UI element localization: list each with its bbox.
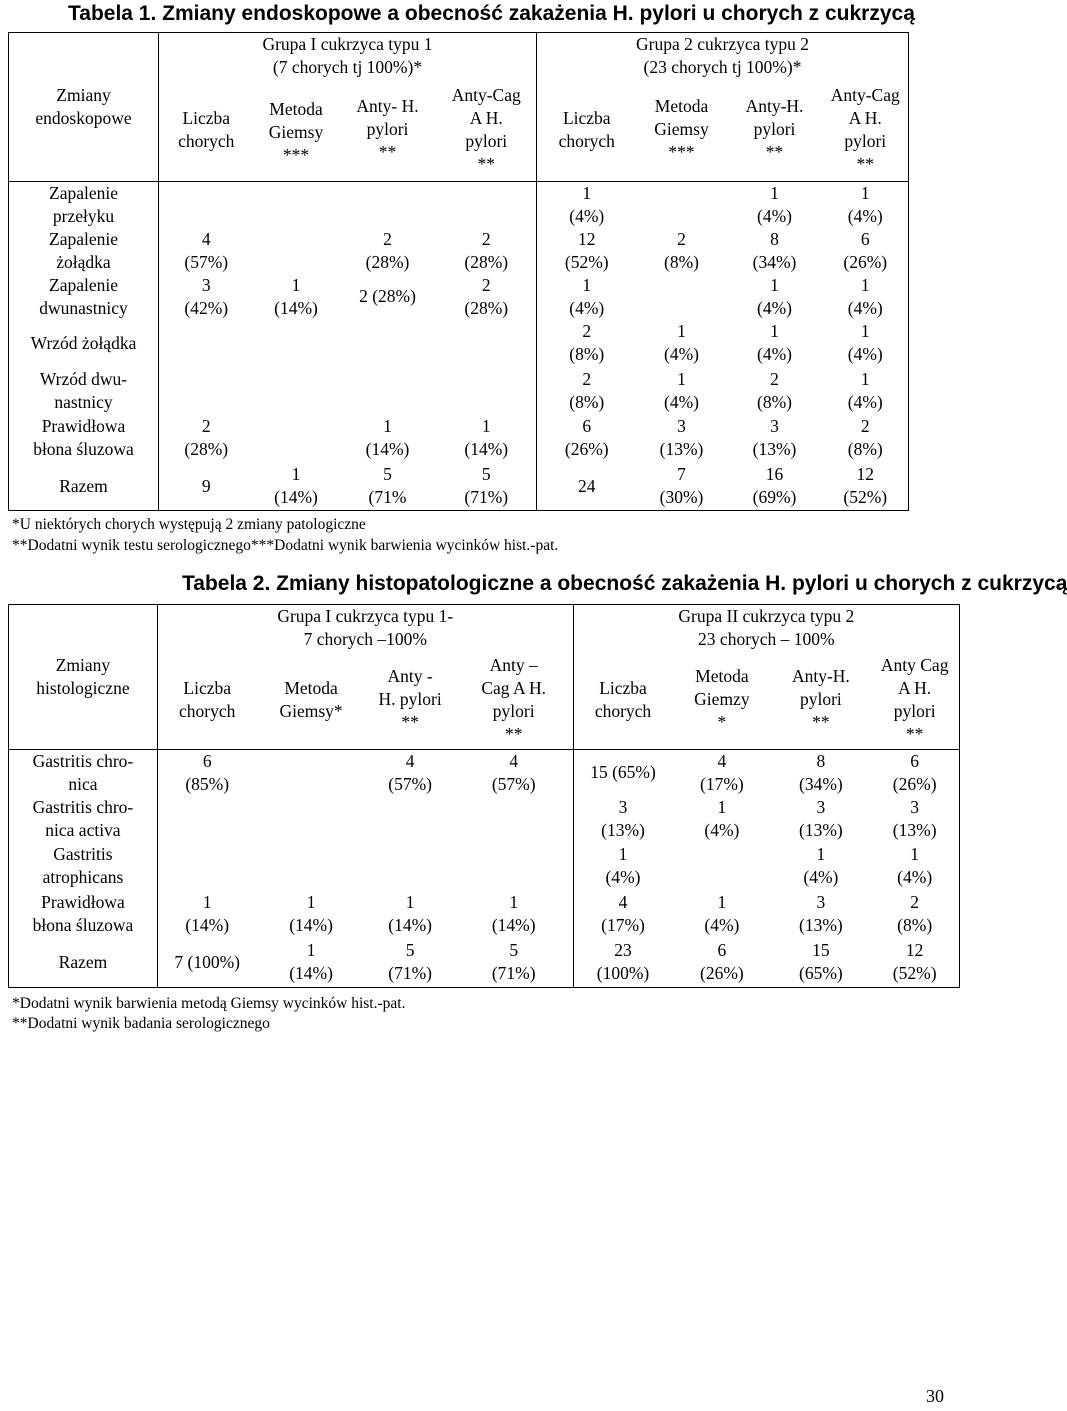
row-label: Zapalenie dwunastnicy <box>9 274 159 320</box>
header-g1-antyhp: Anty- H. pylori ** <box>339 79 437 181</box>
cell-g1-antyhp: 1 (14%) <box>388 892 433 935</box>
cell-g2-giemsa <box>637 181 727 228</box>
header-g2-liczba: Liczba chorych <box>573 651 672 749</box>
table-row <box>9 274 909 320</box>
cell-g2-antyhp: 3 (13%) <box>799 892 843 935</box>
table1-footnote-2: **Dodatni wynik testu serologicznego***Dodatni wynik barwienia wycinków hist.-pat. <box>12 537 559 554</box>
cell-g2-antyhp: 1 (4%) <box>757 182 792 226</box>
row-label: Prawidłowa błona śluzowa <box>9 415 159 463</box>
cell-g2-antyhp: 1 (4%) <box>757 274 792 318</box>
row-label: Gastritis chro- nica <box>9 749 158 796</box>
cell-g2-cag: 1 (4%) <box>823 274 909 320</box>
cell-g2-giemsa: 6 (26%) <box>672 939 771 987</box>
cell-g2-liczba: 4 (17%) <box>573 891 672 939</box>
header-g1-antyhp: Anty - H. pylori ** <box>366 651 455 749</box>
cell-g2-liczba: 1 (4%) <box>537 274 637 320</box>
cell-g2-antyhp: 3 (13%) <box>799 797 843 840</box>
cell-g1-antyhp <box>339 368 437 415</box>
cell-g2-antyhp: 3 (13%) <box>752 415 797 459</box>
cell-g1-liczba: 2 (28%) <box>159 415 254 463</box>
cell-g1-liczba: 3 (42%) <box>159 274 254 320</box>
cell-g1-giemsa <box>257 796 366 843</box>
row-label: Zapalenie żołądka <box>9 228 159 274</box>
header-g1-cag: Anty-Cag A H. pylori ** <box>437 79 537 181</box>
cell-g1-liczba: 6 (85%) <box>157 749 256 796</box>
cell-g1-cag: 2 (28%) <box>437 274 537 320</box>
cell-g1-liczba: 9 <box>159 463 254 511</box>
cell-g2-liczba: 24 <box>537 463 637 511</box>
table2-footnote-2: **Dodatni wynik badania serologicznego <box>12 1015 270 1032</box>
cell-g1-cag: 1 (14%) <box>437 415 537 463</box>
cell-g1-giemsa <box>257 843 366 891</box>
cell-g2-liczba: 2 (8%) <box>537 368 637 415</box>
cell-g2-antyhp: 1 (4%) <box>803 844 839 887</box>
cell-g2-liczba: 23 (100%) <box>573 939 672 987</box>
cell-g2-cag: 1 (4%) <box>823 181 909 228</box>
cell-g1-giemsa: 1 (14%) <box>274 274 318 318</box>
cell-g1-cag: 2 (28%) <box>437 228 537 274</box>
cell-g1-liczba <box>159 181 254 228</box>
cell-g2-giemsa: 1 (4%) <box>664 320 699 364</box>
cell-g2-cag: 1 (4%) <box>823 320 909 368</box>
cell-g2-cag: 3 (13%) <box>870 796 959 843</box>
cell-g2-cag: 2 (8%) <box>823 415 909 463</box>
cell-g2-giemsa: 3 (13%) <box>659 415 704 459</box>
header-g1-cag: Anty – Cag A H. pylori ** <box>455 651 574 749</box>
cell-g1-antyhp: 1 (14%) <box>365 415 410 459</box>
table-row <box>9 181 909 228</box>
row-label: Razem <box>9 463 159 511</box>
cell-g2-liczba: 3 (13%) <box>573 796 672 843</box>
header-g2-giemsa: Metoda Giemsy *** <box>637 79 727 181</box>
cell-g1-cag: 5 (71%) <box>455 939 574 987</box>
cell-g1-liczba: 7 (100%) <box>157 939 256 987</box>
header-g2-antyhp: Anty-H. pylori ** <box>727 79 823 181</box>
cell-g1-cag <box>455 796 574 843</box>
cell-g2-antyhp: 8 (34%) <box>752 228 797 272</box>
row-label: Wrzód żołądka <box>9 320 159 368</box>
table2-footnote-1: *Dodatni wynik barwienia metodą Giemsy wycinków hist.-pat. <box>12 995 406 1012</box>
header-g2-antyhp: Anty-H. pylori ** <box>771 651 870 749</box>
cell-g2-cag: 12 (52%) <box>823 463 909 511</box>
cell-g1-antyhp: 2 (28%) <box>359 286 416 306</box>
header-group1: Grupa I cukrzyca typu 1 (7 chorych tj 100%)* <box>159 33 537 80</box>
row-label: Gastritis atrophicans <box>9 843 158 891</box>
table1-title: Tabela 1. Zmiany endoskopowe a obecność zakażenia H. pylori u chorych z cukrzycą <box>68 2 915 25</box>
cell-g1-antyhp <box>339 181 437 228</box>
cell-g2-liczba: 1 (4%) <box>537 181 637 228</box>
table1-footnote-1: *U niektórych chorych występują 2 zmiany patologiczne <box>12 516 366 533</box>
table1-endoscopic <box>8 32 909 511</box>
cell-g1-cag <box>437 368 537 415</box>
cell-g1-liczba <box>159 320 254 368</box>
table-row <box>9 320 909 368</box>
cell-g1-giemsa <box>254 320 339 368</box>
cell-g1-antyhp: 5 (71%) <box>366 939 455 987</box>
cell-g1-cag: 1 (14%) <box>455 891 574 939</box>
row-label: Razem <box>9 939 158 987</box>
cell-g1-antyhp <box>366 843 455 891</box>
cell-g1-cag: 5 (71%) <box>437 463 537 511</box>
cell-g2-giemsa: 1 (4%) <box>704 892 740 935</box>
row-label: Prawidłowa błona śluzowa <box>9 891 158 939</box>
cell-g1-giemsa <box>254 181 339 228</box>
cell-g1-liczba <box>157 796 256 843</box>
cell-g1-liczba <box>157 843 256 891</box>
cell-g2-liczba: 15 (65%) <box>573 749 672 796</box>
header-g2-giemsa: Metoda Giemzy * <box>672 651 771 749</box>
cell-g2-giemsa: 1 (4%) <box>664 368 699 412</box>
table2-title: Tabela 2. Zmiany histopatologiczne a obecność zakażenia H. pylori u chorych z cukrzycą <box>182 572 1067 595</box>
table2-histopathologic <box>8 604 960 988</box>
row-label: Zapalenie przełyku <box>9 181 159 228</box>
cell-g2-giemsa: 4 (17%) <box>700 750 744 794</box>
header-zmiany: Zmiany endoskopowe <box>9 33 159 182</box>
cell-g1-cag <box>455 843 574 891</box>
header-g1-liczba: Liczba chorych <box>159 79 254 181</box>
table-row <box>9 368 909 415</box>
row-label: Wrzód dwu- nastnicy <box>9 368 159 415</box>
cell-g2-cag: 2 (8%) <box>870 891 959 939</box>
cell-g2-cag: 6 (26%) <box>823 228 909 274</box>
cell-g1-giemsa <box>254 415 339 463</box>
cell-g1-antyhp: 4 (57%) <box>388 750 433 794</box>
cell-g2-liczba: 12 (52%) <box>537 228 637 274</box>
page-number: 30 <box>926 1386 944 1406</box>
cell-g1-liczba: 1 (14%) <box>157 891 256 939</box>
cell-g2-antyhp: 2 (8%) <box>757 368 792 412</box>
cell-g1-antyhp: 2 (28%) <box>365 228 410 272</box>
cell-g2-giemsa: 1 (4%) <box>704 797 740 840</box>
header-group2: Grupa II cukrzyca typu 2 23 chorych – 100% <box>573 605 959 652</box>
header-group1: Grupa I cukrzyca typu 1- 7 chorych –100% <box>157 605 573 652</box>
table-row <box>9 228 909 274</box>
table-row <box>9 415 909 463</box>
table-row <box>9 463 909 511</box>
header-g2-cag: Anty Cag A H. pylori ** <box>870 651 959 749</box>
cell-g2-giemsa: 2 (8%) <box>664 228 699 272</box>
header-group2: Grupa 2 cukrzyca typu 2 (23 chorych tj 100%)* <box>537 33 909 80</box>
cell-g1-giemsa <box>254 368 339 415</box>
table-row <box>9 939 960 987</box>
cell-g1-liczba <box>159 368 254 415</box>
header-g1-giemsa: Metoda Giemsy *** <box>254 79 339 181</box>
cell-g1-giemsa <box>254 228 339 274</box>
cell-g1-liczba: 4 (57%) <box>159 228 254 274</box>
table-row <box>9 796 960 843</box>
table-row <box>9 843 960 891</box>
cell-g1-giemsa <box>257 749 366 796</box>
cell-g2-antyhp: 16 (69%) <box>727 463 823 511</box>
header-g1-giemsa: Metoda Giemsy* <box>257 651 366 749</box>
header-g2-cag: Anty-Cag A H. pylori ** <box>823 79 909 181</box>
cell-g1-giemsa: 1 (14%) <box>289 892 333 935</box>
cell-g1-antyhp: 5 (71% <box>339 463 437 511</box>
cell-g2-antyhp: 15 (65%) <box>771 939 870 987</box>
cell-g2-liczba: 1 (4%) <box>573 843 672 891</box>
cell-g2-liczba: 2 (8%) <box>537 320 637 368</box>
cell-g2-antyhp: 1 (4%) <box>757 320 792 364</box>
cell-g1-cag: 4 (57%) <box>455 749 574 796</box>
cell-g1-cag <box>437 181 537 228</box>
cell-g2-giemsa <box>672 843 771 891</box>
cell-g1-antyhp <box>339 320 437 368</box>
cell-g2-cag: 12 (52%) <box>870 939 959 987</box>
header-zmiany: Zmiany histologiczne <box>9 605 158 750</box>
cell-g2-cag: 1 (4%) <box>870 843 959 891</box>
header-g1-liczba: Liczba chorych <box>157 651 256 749</box>
cell-g2-liczba: 6 (26%) <box>537 415 637 463</box>
table-row <box>9 891 960 939</box>
cell-g2-giemsa <box>637 274 727 320</box>
cell-g2-cag: 6 (26%) <box>870 749 959 796</box>
table-row <box>9 749 960 796</box>
row-label: Gastritis chro- nica activa <box>9 796 158 843</box>
cell-g1-cag <box>437 320 537 368</box>
cell-g2-antyhp: 8 (34%) <box>799 750 843 794</box>
cell-g1-antyhp <box>366 796 455 843</box>
cell-g2-giemsa: 7 (30%) <box>637 463 727 511</box>
cell-g2-cag: 1 (4%) <box>823 368 909 415</box>
cell-g1-giemsa: 1 (14%) <box>254 463 339 511</box>
cell-g1-giemsa: 1 (14%) <box>257 939 366 987</box>
header-g2-liczba: Liczba chorych <box>537 79 637 181</box>
